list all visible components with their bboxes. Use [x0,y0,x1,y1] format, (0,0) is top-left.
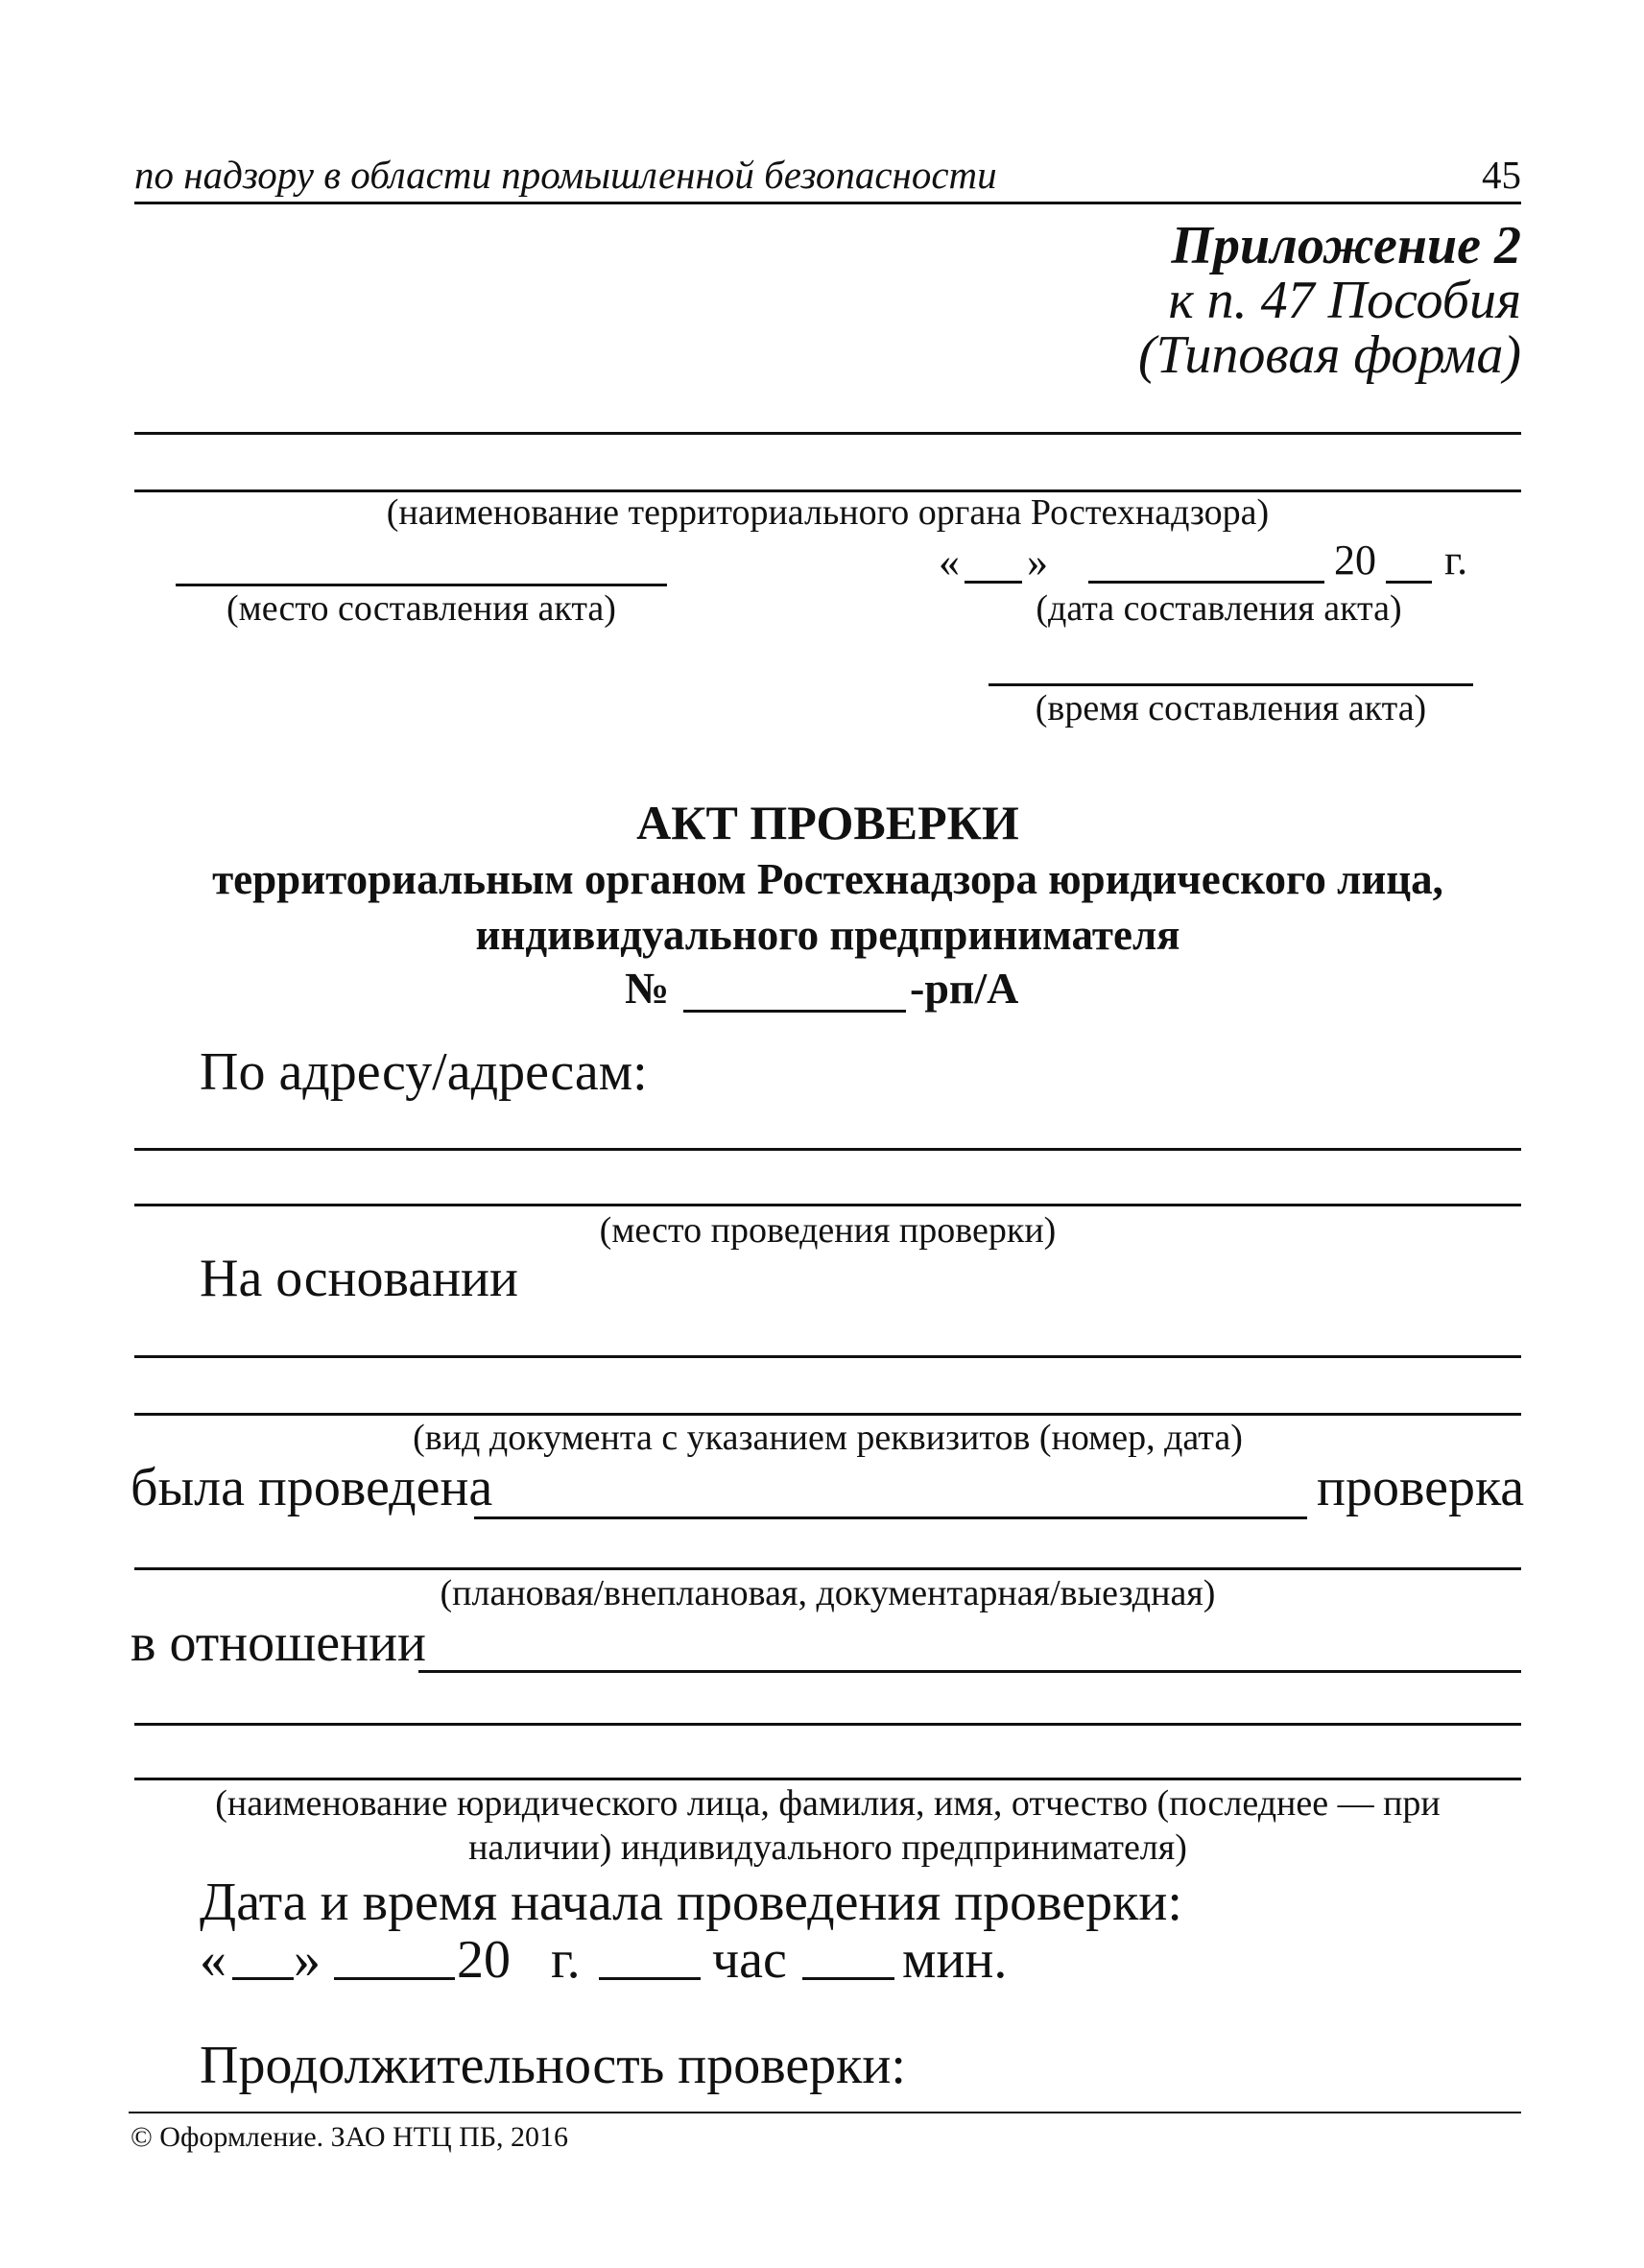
date-year-line[interactable] [1386,581,1432,584]
time-caption: (время составления акта) [1035,688,1427,728]
inspection-kind-line[interactable] [134,1567,1521,1570]
start-label: Дата и время начала проведения проверки: [200,1873,1182,1932]
address-line-2[interactable] [134,1204,1521,1206]
duration-label: Продолжительность проверки: [200,2036,906,2095]
basis-label: На основании [200,1249,518,1308]
conducted-label: была проведена [131,1458,493,1517]
start-day-line[interactable] [232,1977,294,1980]
date-month-line[interactable] [1088,581,1324,584]
act-subtitle-line-2: индивидуального предпринимателя [475,911,1180,959]
start-year-suffix: г. [551,1930,581,1990]
act-number-prefix: № [625,964,670,1013]
act-title: АКТ ПРОВЕРКИ [636,796,1019,849]
hours-line[interactable] [599,1977,701,1980]
running-title: по надзору в области промышленной безопасности [134,153,997,197]
territorial-body-caption: (наименование территориального органа Ростехнадзора) [386,492,1270,533]
footer-rule [129,2112,1521,2113]
minutes-line[interactable] [802,1977,894,1980]
time-line[interactable] [989,683,1473,686]
conducted-suffix: проверка [1317,1458,1525,1517]
date-caption: (дата составления акта) [1036,588,1402,629]
minutes-label: мин. [902,1930,1008,1990]
page-number: 45 [1482,153,1521,197]
date-quote-open: « [939,538,960,585]
appendix-reference: к п. 47 Пособия [1168,271,1521,330]
copyright-text: © Оформление. ЗАО НТЦ ПБ, 2016 [131,2121,569,2153]
act-number-line[interactable] [683,1010,906,1013]
start-quote-open: « [200,1930,226,1990]
act-number-suffix: -рп/А [910,964,1019,1013]
inspection-kind-caption: (плановая/внеплановая, документарная/выездная) [440,1573,1216,1613]
start-year: 20 [457,1930,511,1990]
regarding-line-1[interactable] [418,1670,1521,1673]
start-quote-close: » [294,1930,321,1990]
date-day-line[interactable] [965,581,1022,584]
appendix-title: Приложение 2 [1171,216,1521,275]
regarding-line-2[interactable] [134,1723,1521,1726]
act-subtitle-line-1: территориальным органом Ростехнадзора юридического лица, [212,855,1443,903]
address-label: По адресу/адресам: [200,1042,648,1102]
form-type: (Типовая форма) [1137,325,1521,385]
address-line-1[interactable] [134,1148,1521,1151]
entity-name-caption: (наименование юридического лица, фамилия, имя, отчество (последнее — при наличии) индивидуального предпринимателя) [215,1783,1441,1868]
conducted-line[interactable] [474,1516,1307,1519]
place-line[interactable] [176,584,667,586]
basis-line-1[interactable] [134,1355,1521,1358]
appendix-block [864,216,1521,385]
date-year-prefix: 20 [1334,537,1376,584]
inspection-place-caption: (место проведения проверки) [599,1210,1057,1251]
start-month-line[interactable] [334,1977,455,1980]
document-type-caption: (вид документа с указанием реквизитов (номер, дата) [413,1418,1243,1458]
date-quote-close: » [1027,538,1048,585]
regarding-line-3[interactable] [134,1778,1521,1780]
regarding-label: в отношении [131,1613,427,1673]
basis-line-2[interactable] [134,1413,1521,1416]
hours-label: час [712,1930,787,1990]
running-header [134,144,1521,204]
territorial-body-line-1[interactable] [134,432,1521,435]
place-caption: (место составления акта) [226,588,616,629]
date-year-suffix: г. [1444,537,1468,584]
